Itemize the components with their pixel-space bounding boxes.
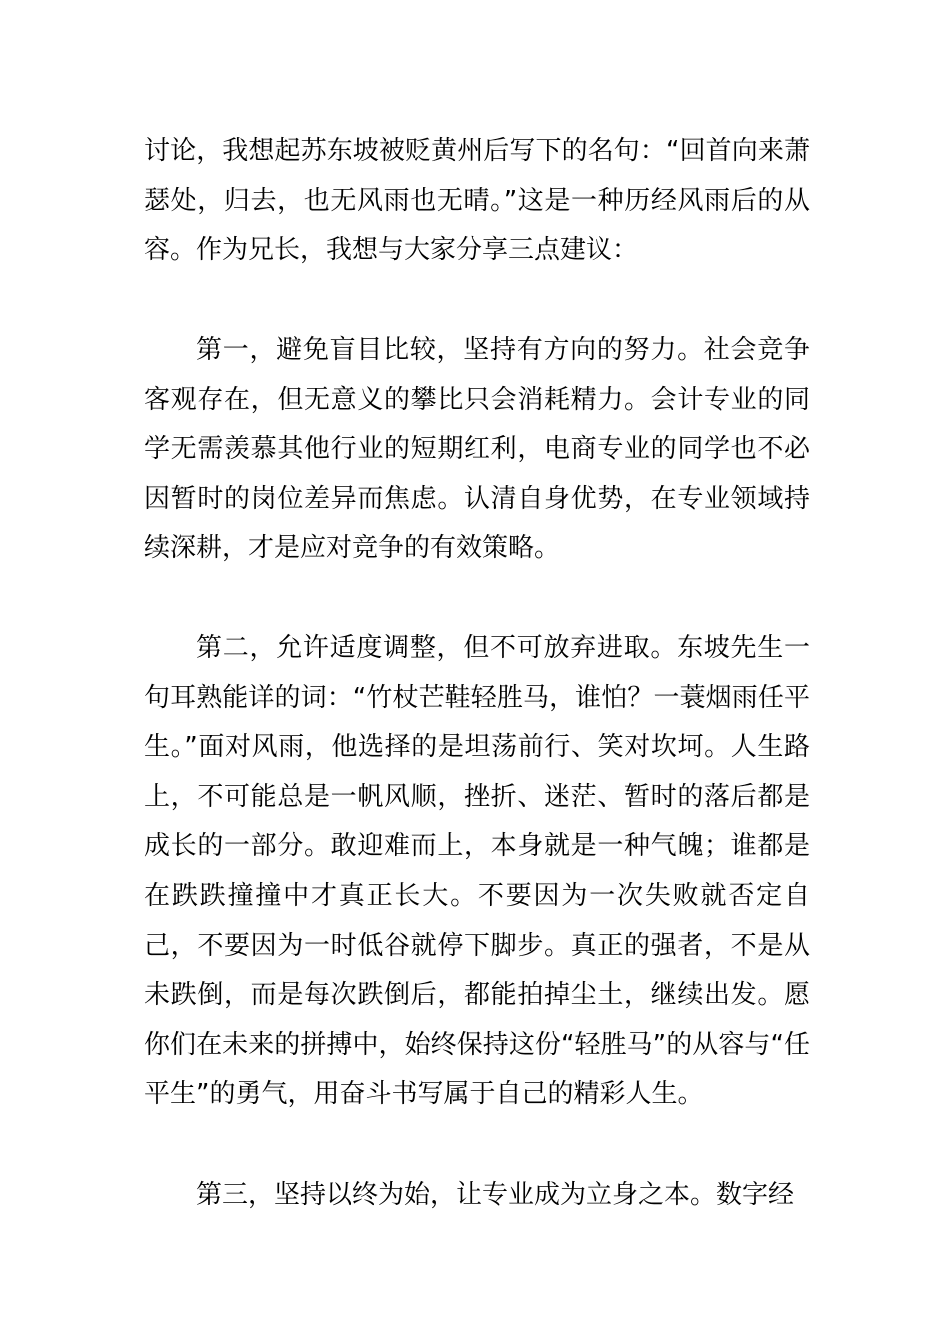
paragraph-suggestion-two: 第二，允许适度调整，但不可放弃进取。东坡先生一句耳熟能详的词：“竹杖芒鞋轻胜马，谁怕？一蓑烟雨任平生。”面对风雨，他选择的是坦荡前行、笑对坎坷。人生路上，不可能总是一帆风顺，挫折、迷茫、暂时的落后都是成长的一部分。敢迎难而上，本身就是一种气魄；谁都是在跌跌撞撞中才真正长大。不要因为一次失败就否定自己，不要因为一时低谷就停下脚步。真正的强者，不是从未跌倒，而是每次跌倒后，都能拍掉尘土，继续出发。愿你们在未来的拼搏中，始终保持这份“轻胜马”的从容与“任平生”的勇气，用奋斗书写属于自己的精彩人生。 bbox=[144, 633, 810, 1110]
paragraph-suggestion-three: 第三，坚持以终为始，让专业成为立身之本。数字经 bbox=[196, 1180, 795, 1210]
paragraph-intro: 讨论，我想起苏东坡被贬黄州后写下的名句：“回首向来萧瑟处，归去，也无风雨也无晴。”这是一种历经风雨后的从容。作为兄长，我想与大家分享三点建议： bbox=[144, 136, 810, 266]
paragraph-suggestion-one: 第一，避免盲目比较，坚持有方向的努力。社会竞争客观存在，但无意义的攀比只会消耗精力。会计专业的同学无需羡慕其他行业的短期红利，电商专业的同学也不必因暂时的岗位差异而焦虑。认清自身优势，在专业领域持续深耕，才是应对竞争的有效策略。 bbox=[144, 335, 810, 564]
